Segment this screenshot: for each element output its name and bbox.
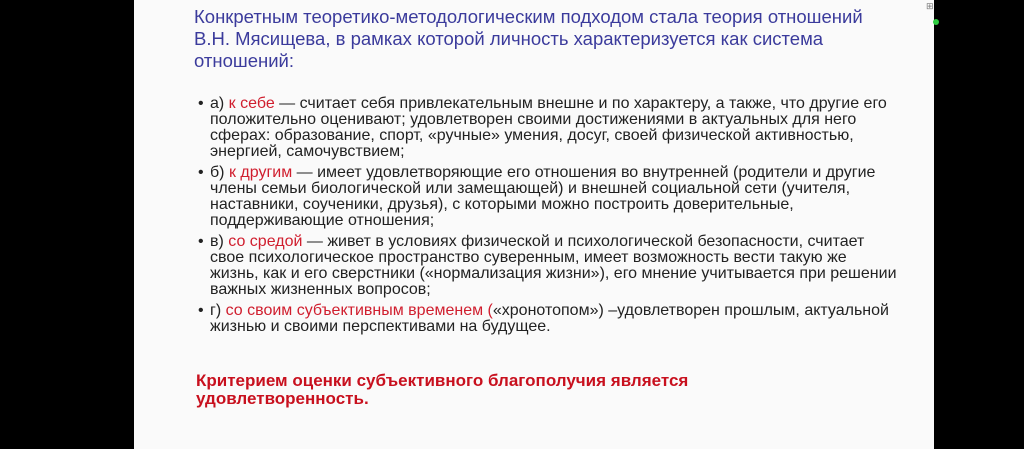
- highlight-environment: со средой: [228, 233, 303, 250]
- presentation-slide: [134, 0, 934, 449]
- list-item-others: • б) к другим — имеет удовлетворяющие его отношения во внутренней (родители и другие члены семьи биологической или замещающей) и внешней социальной сети (учителя, наставники, соученики, друзья), с которыми можно построить доверительные, поддерживающие отношения;: [198, 165, 898, 229]
- status-dot-icon: [933, 19, 939, 25]
- window-grid-icon[interactable]: ⊞: [926, 1, 934, 11]
- list-item-self: • а) к себе — считает себя привлекательным внешне и по характеру, а также, что другие его положительно оценивают; удовлетворен своими достижениями в актуальных для него сферах: образование, спорт, «ручные» умения, досуг, своей физической активностью, энергией, самочувствием;: [198, 96, 898, 160]
- highlight-others: к другим: [228, 164, 293, 181]
- conclusion-text: Критерием оценки субъективного благополучия является удовлетворенность.: [196, 371, 689, 408]
- relations-list: [198, 96, 898, 340]
- highlight-time: со своим субъективным временем (: [225, 302, 493, 319]
- list-item-environment: • в) со средой — живет в условиях физической и психологической безопасности, считает свое психологическое пространство суверенным, имеет возможность вести такую же жизнь, как и его сверстники («нормализация жизни»), его мнение учитывается при решении важных жизненных вопросов;: [198, 234, 898, 298]
- highlight-self: к себе: [228, 95, 275, 112]
- slide-title: Конкретным теоретико-методологическим подходом стала теория отношений В.Н. Мясищева, в рамках которой личность характеризуется как система отношений:: [194, 6, 863, 71]
- list-item-time: • г) со своим субъективным временем («хронотопом») –удовлетворен прошлым, актуальной жизнью и своими перспективами на будущее.: [198, 303, 898, 335]
